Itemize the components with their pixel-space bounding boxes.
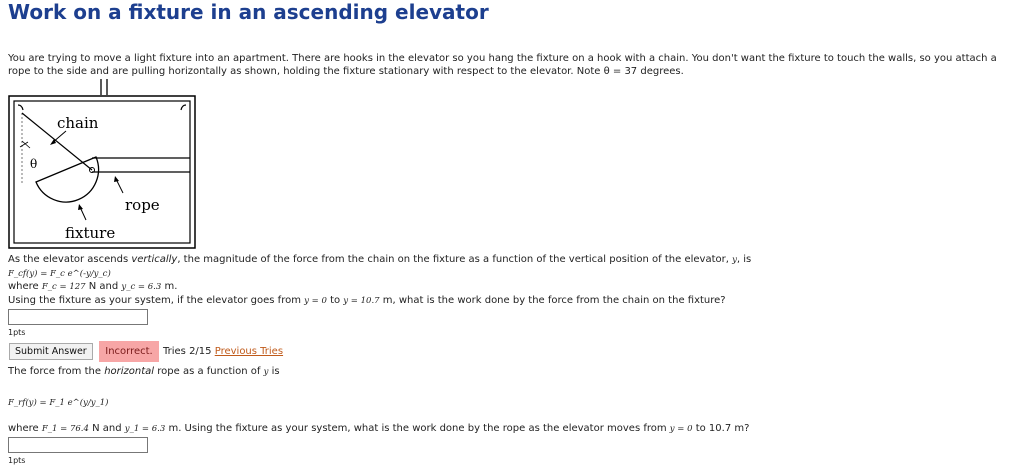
q2-where: where F_1 = 76.4 N and y_1 = 6.3 m. Using the fixture as your system, what is the work done by the rope as the elevator moves from y = 0 to 10.7 m? <box>8 423 750 434</box>
q2-prompt: The force from the horizontal rope as a function of y is <box>8 366 280 377</box>
problem-intro: You are trying to move a light fixture into an apartment. There are hooks in the elevator so you hang the fixture on a hook with a chain. You don't want the fixture to touch the walls, so you attach a rope to the side and are pulling horizontally as shown, holding the fixture stationary with respect to the elevator. Note θ = 37 degrees. <box>8 53 997 77</box>
q1-points: 1pts <box>8 328 26 337</box>
q1-prompt: As the elevator ascends vertically, the magnitude of the force from the chain on the fixture as a function of the vertical position of the elevator, y, is <box>8 254 752 265</box>
q1-where: where F_c = 127 N and y_c = 6.3 m. <box>8 281 178 292</box>
previous-tries-link[interactable]: Previous Tries <box>214 346 284 357</box>
q2-answer-input[interactable] <box>8 437 148 453</box>
elevator-figure <box>8 79 198 254</box>
q1-question: Using the fixture as your system, if the elevator goes from y = 0 to y = 10.7 m, what is the work done by the force from the chain on the fixture? <box>8 295 726 306</box>
tries-info: Tries 2/15 Previous Tries <box>163 346 284 357</box>
q2-points: 1pts <box>8 456 26 465</box>
submit-answer-button[interactable]: Submit Answer <box>9 343 93 360</box>
q2-formula: F_rf(y) = F_1 e^(y/y_1) <box>8 398 109 408</box>
label-chain: chain <box>57 114 99 132</box>
q1-formula: F_cf(y) = F_c e^(-y/y_c) <box>8 269 111 279</box>
q1-answer-input[interactable] <box>8 309 148 325</box>
status-badge-incorrect: Incorrect. <box>99 341 159 362</box>
fixture-shape <box>36 157 98 202</box>
page-title: Work on a fixture in an ascending elevator <box>8 0 489 24</box>
label-rope: rope <box>125 196 160 214</box>
label-fixture: fixture <box>65 224 116 242</box>
label-theta: θ <box>30 157 38 171</box>
